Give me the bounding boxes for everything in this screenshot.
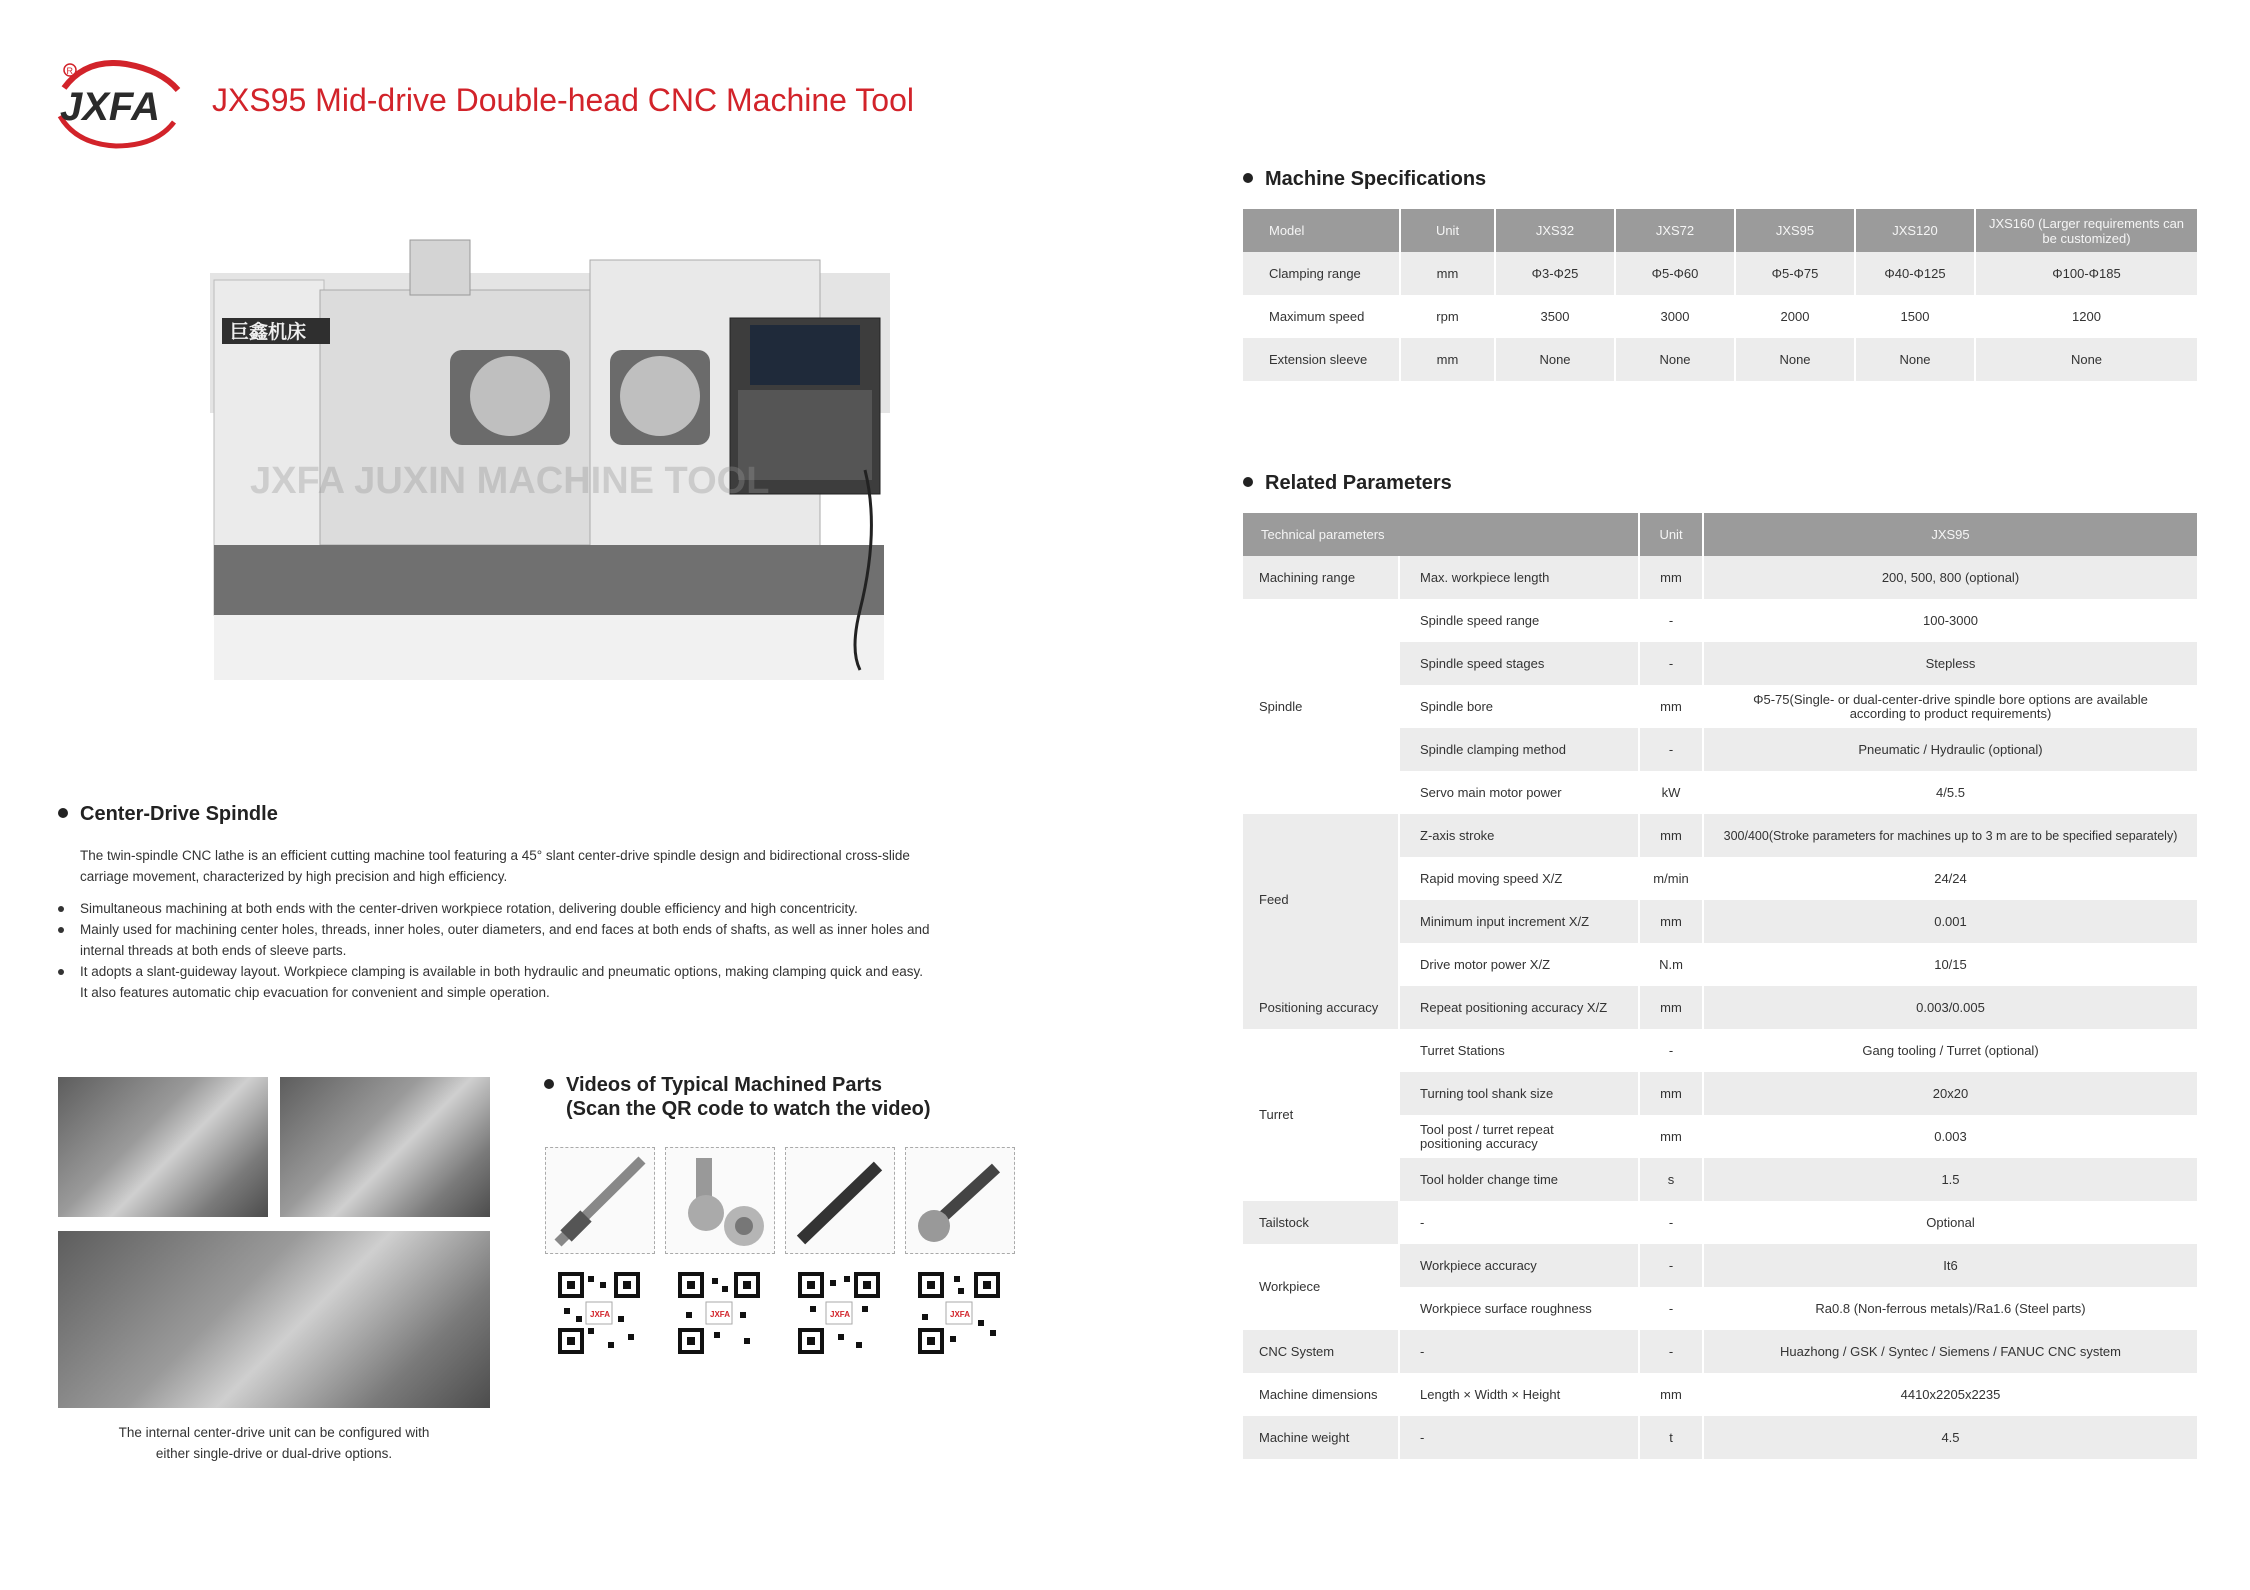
machine-image [210,230,900,680]
param-unit: - [1639,599,1703,642]
param-name: - [1399,1330,1639,1373]
qr-code[interactable] [918,1272,1000,1359]
param-unit: mm [1639,556,1703,599]
param-name: Tool post / turret repeat positioning accuracy [1399,1115,1639,1158]
gallery-caption: The internal center-drive unit can be configured with either single-drive or dual-drive options. [118,1425,430,1461]
param-unit: m/min [1639,857,1703,900]
related-params-heading: Related Parameters [1243,471,1452,495]
param-unit: - [1639,728,1703,771]
param-unit: mm [1639,900,1703,943]
table-row [1243,556,2198,599]
qr-code[interactable] [558,1272,640,1359]
param-name: Repeat positioning accuracy X/Z [1399,986,1639,1029]
param-unit: mm [1639,685,1703,728]
param-value: Huazhong / GSK / Syntec / Siemens / FANUC CNC system [1703,1330,2198,1373]
table-row [1243,295,2198,338]
part-image-flange [665,1147,775,1254]
machining-photo [280,1077,490,1217]
param-value: Φ5-75(Single- or dual-center-drive spindle bore options are available according to product requirements) [1703,685,2198,728]
group-label: Machine weight [1243,1416,1399,1459]
param-name: Spindle speed stages [1399,642,1639,685]
cell: mm [1400,338,1495,381]
qr-code[interactable] [678,1272,760,1359]
param-value: It6 [1703,1244,2198,1287]
param-unit: mm [1639,1115,1703,1158]
param-value: 100-3000 [1703,599,2198,642]
table-row [1243,1416,2198,1459]
column-header: JXS95 [1735,209,1855,252]
param-value: 4/5.5 [1703,771,2198,814]
param-name: Spindle bore [1399,685,1639,728]
table-header-row [1243,513,2198,556]
table-row [1243,1330,2198,1373]
cell: None [1735,338,1855,381]
cell: 3000 [1615,295,1735,338]
column-header: Unit [1400,209,1495,252]
part-image-taper-pin [905,1147,1015,1254]
param-value: 10/15 [1703,943,2198,986]
feature-item: Mainly used for machining center holes, threads, inner holes, outer diameters, and end faces at both ends of shafts, as well as inner holes and internal threads at both ends of sleeve parts. [58,919,998,961]
group-label: Feed [1243,814,1399,986]
cell: Extension sleeve [1243,338,1400,381]
table-row [1243,338,2198,381]
param-name: - [1399,1416,1639,1459]
param-unit: - [1639,642,1703,685]
cell: 1200 [1975,295,2198,338]
cell: 3500 [1495,295,1615,338]
cell: None [1495,338,1615,381]
svg-text:JXFA: JXFA [950,1310,971,1319]
bullet-icon [58,906,64,912]
column-header: Unit [1639,513,1703,556]
column-header: JXS160 (Larger requirements can be customized) [1975,209,2198,252]
part-image-shaft [545,1147,655,1254]
table-row [1243,1029,2198,1072]
machining-photo [58,1077,268,1217]
group-label: CNC System [1243,1330,1399,1373]
param-value: 1.5 [1703,1158,2198,1201]
part-image-threaded-shaft [785,1147,895,1254]
column-header: Technical parameters [1243,513,1639,556]
param-name: Tool holder change time [1399,1158,1639,1201]
param-value: Pneumatic / Hydraulic (optional) [1703,728,2198,771]
cell: 1500 [1855,295,1975,338]
cell: None [1855,338,1975,381]
param-unit: - [1639,1201,1703,1244]
param-value: 200, 500, 800 (optional) [1703,556,2198,599]
bullet-icon [544,1079,554,1089]
param-name: Z-axis stroke [1399,814,1639,857]
bullet-icon [58,808,68,818]
bullet-icon [1243,173,1253,183]
cell: Clamping range [1243,252,1400,295]
group-label: Positioning accuracy [1243,986,1399,1029]
param-unit: s [1639,1158,1703,1201]
machine-specs-heading: Machine Specifications [1243,167,1486,191]
param-unit: mm [1639,1072,1703,1115]
watermark: JXFA JUXIN MACHINE TOOL [250,460,770,502]
param-name: Spindle clamping method [1399,728,1639,771]
param-unit: N.m [1639,943,1703,986]
group-label: Machine dimensions [1243,1373,1399,1416]
param-name: Turret Stations [1399,1029,1639,1072]
column-header: JXS32 [1495,209,1615,252]
param-value: 20x20 [1703,1072,2198,1115]
videos-heading: Videos of Typical Machined Parts (Scan the QR code to watch the video) [544,1073,931,1121]
cell: Φ100-Φ185 [1975,252,2198,295]
svg-text:JXFA: JXFA [60,85,161,129]
cell: mm [1400,252,1495,295]
group-label: Spindle [1243,599,1399,814]
machine-specs-table [1243,209,2199,381]
param-unit: kW [1639,771,1703,814]
table-row [1243,599,2198,642]
param-value: Gang tooling / Turret (optional) [1703,1029,2198,1072]
column-header: JXS72 [1615,209,1735,252]
param-unit: mm [1639,1373,1703,1416]
group-label: Machining range [1243,556,1399,599]
param-unit: - [1639,1330,1703,1373]
center-drive-heading: Center-Drive Spindle [58,802,278,826]
bullet-icon [1243,477,1253,487]
table-row [1243,252,2198,295]
param-name: Workpiece accuracy [1399,1244,1639,1287]
cell: Φ3-Φ25 [1495,252,1615,295]
column-header: Model [1243,209,1400,252]
param-value: 24/24 [1703,857,2198,900]
related-params-table [1243,513,2199,1459]
param-value: Ra0.8 (Non-ferrous metals)/Ra1.6 (Steel parts) [1703,1287,2198,1330]
param-name: Length × Width × Height [1399,1373,1639,1416]
param-unit: t [1639,1416,1703,1459]
feature-list [58,898,998,1003]
param-value: 0.003/0.005 [1703,986,2198,1029]
table-row [1243,1201,2198,1244]
page-title: JXS95 Mid-drive Double-head CNC Machine Tool [212,82,914,118]
cell: None [1615,338,1735,381]
param-name: - [1399,1201,1639,1244]
param-unit: mm [1639,986,1703,1029]
param-name: Servo main motor power [1399,771,1639,814]
company-logo [56,60,186,150]
param-value: 4.5 [1703,1416,2198,1459]
param-value: 300/400(Stroke parameters for machines up to 3 m are to be specified separately) [1703,814,2198,857]
cell: Φ40-Φ125 [1855,252,1975,295]
table-row [1243,1244,2198,1287]
param-unit: mm [1639,814,1703,857]
svg-text:JXFA: JXFA [830,1310,851,1319]
svg-text:JXFA: JXFA [710,1310,731,1319]
cell: rpm [1400,295,1495,338]
param-name: Spindle speed range [1399,599,1639,642]
group-label: Tailstock [1243,1201,1399,1244]
param-name: Workpiece surface roughness [1399,1287,1639,1330]
group-label: Workpiece [1243,1244,1399,1330]
svg-text:R: R [66,66,73,76]
param-name: Max. workpiece length [1399,556,1639,599]
machining-photo [58,1231,490,1408]
feature-item: It adopts a slant-guideway layout. Workpiece clamping is available in both hydraulic and pneumatic options, making clamping quick and easy. It also features automatic chip evacuation for convenient and simple operation. [58,961,998,1003]
cell: None [1975,338,2198,381]
param-value: Stepless [1703,642,2198,685]
param-name: Turning tool shank size [1399,1072,1639,1115]
table-row [1243,986,2198,1029]
param-name: Rapid moving speed X/Z [1399,857,1639,900]
param-name: Drive motor power X/Z [1399,943,1639,986]
column-header: JXS120 [1855,209,1975,252]
param-value: 0.001 [1703,900,2198,943]
table-row [1243,814,2198,857]
qr-code[interactable] [798,1272,880,1359]
param-name: Minimum input increment X/Z [1399,900,1639,943]
param-unit: - [1639,1287,1703,1330]
svg-text:JXFA: JXFA [590,1310,611,1319]
param-unit: - [1639,1029,1703,1072]
bullet-icon [58,969,64,975]
param-unit: - [1639,1244,1703,1287]
svg-text:巨鑫机床: 巨鑫机床 [230,321,307,343]
table-header-row [1243,209,2198,252]
table-row [1243,1373,2198,1416]
column-header: JXS95 [1703,513,2198,556]
center-drive-intro: The twin-spindle CNC lathe is an efficient cutting machine tool featuring a 45° slant center-drive spindle design and bidirectional cross-slide carriage movement, characterized by high precision and high efficiency. [80,848,910,884]
group-label: Turret [1243,1029,1399,1201]
cell: Φ5-Φ60 [1615,252,1735,295]
cell: 2000 [1735,295,1855,338]
param-value: 4410x2205x2235 [1703,1373,2198,1416]
bullet-icon [58,927,64,933]
cell: Φ5-Φ75 [1735,252,1855,295]
param-value: Optional [1703,1201,2198,1244]
feature-item: Simultaneous machining at both ends with the center-driven workpiece rotation, delivering double efficiency and high concentricity. [58,898,998,919]
cell: Maximum speed [1243,295,1400,338]
param-value: 0.003 [1703,1115,2198,1158]
